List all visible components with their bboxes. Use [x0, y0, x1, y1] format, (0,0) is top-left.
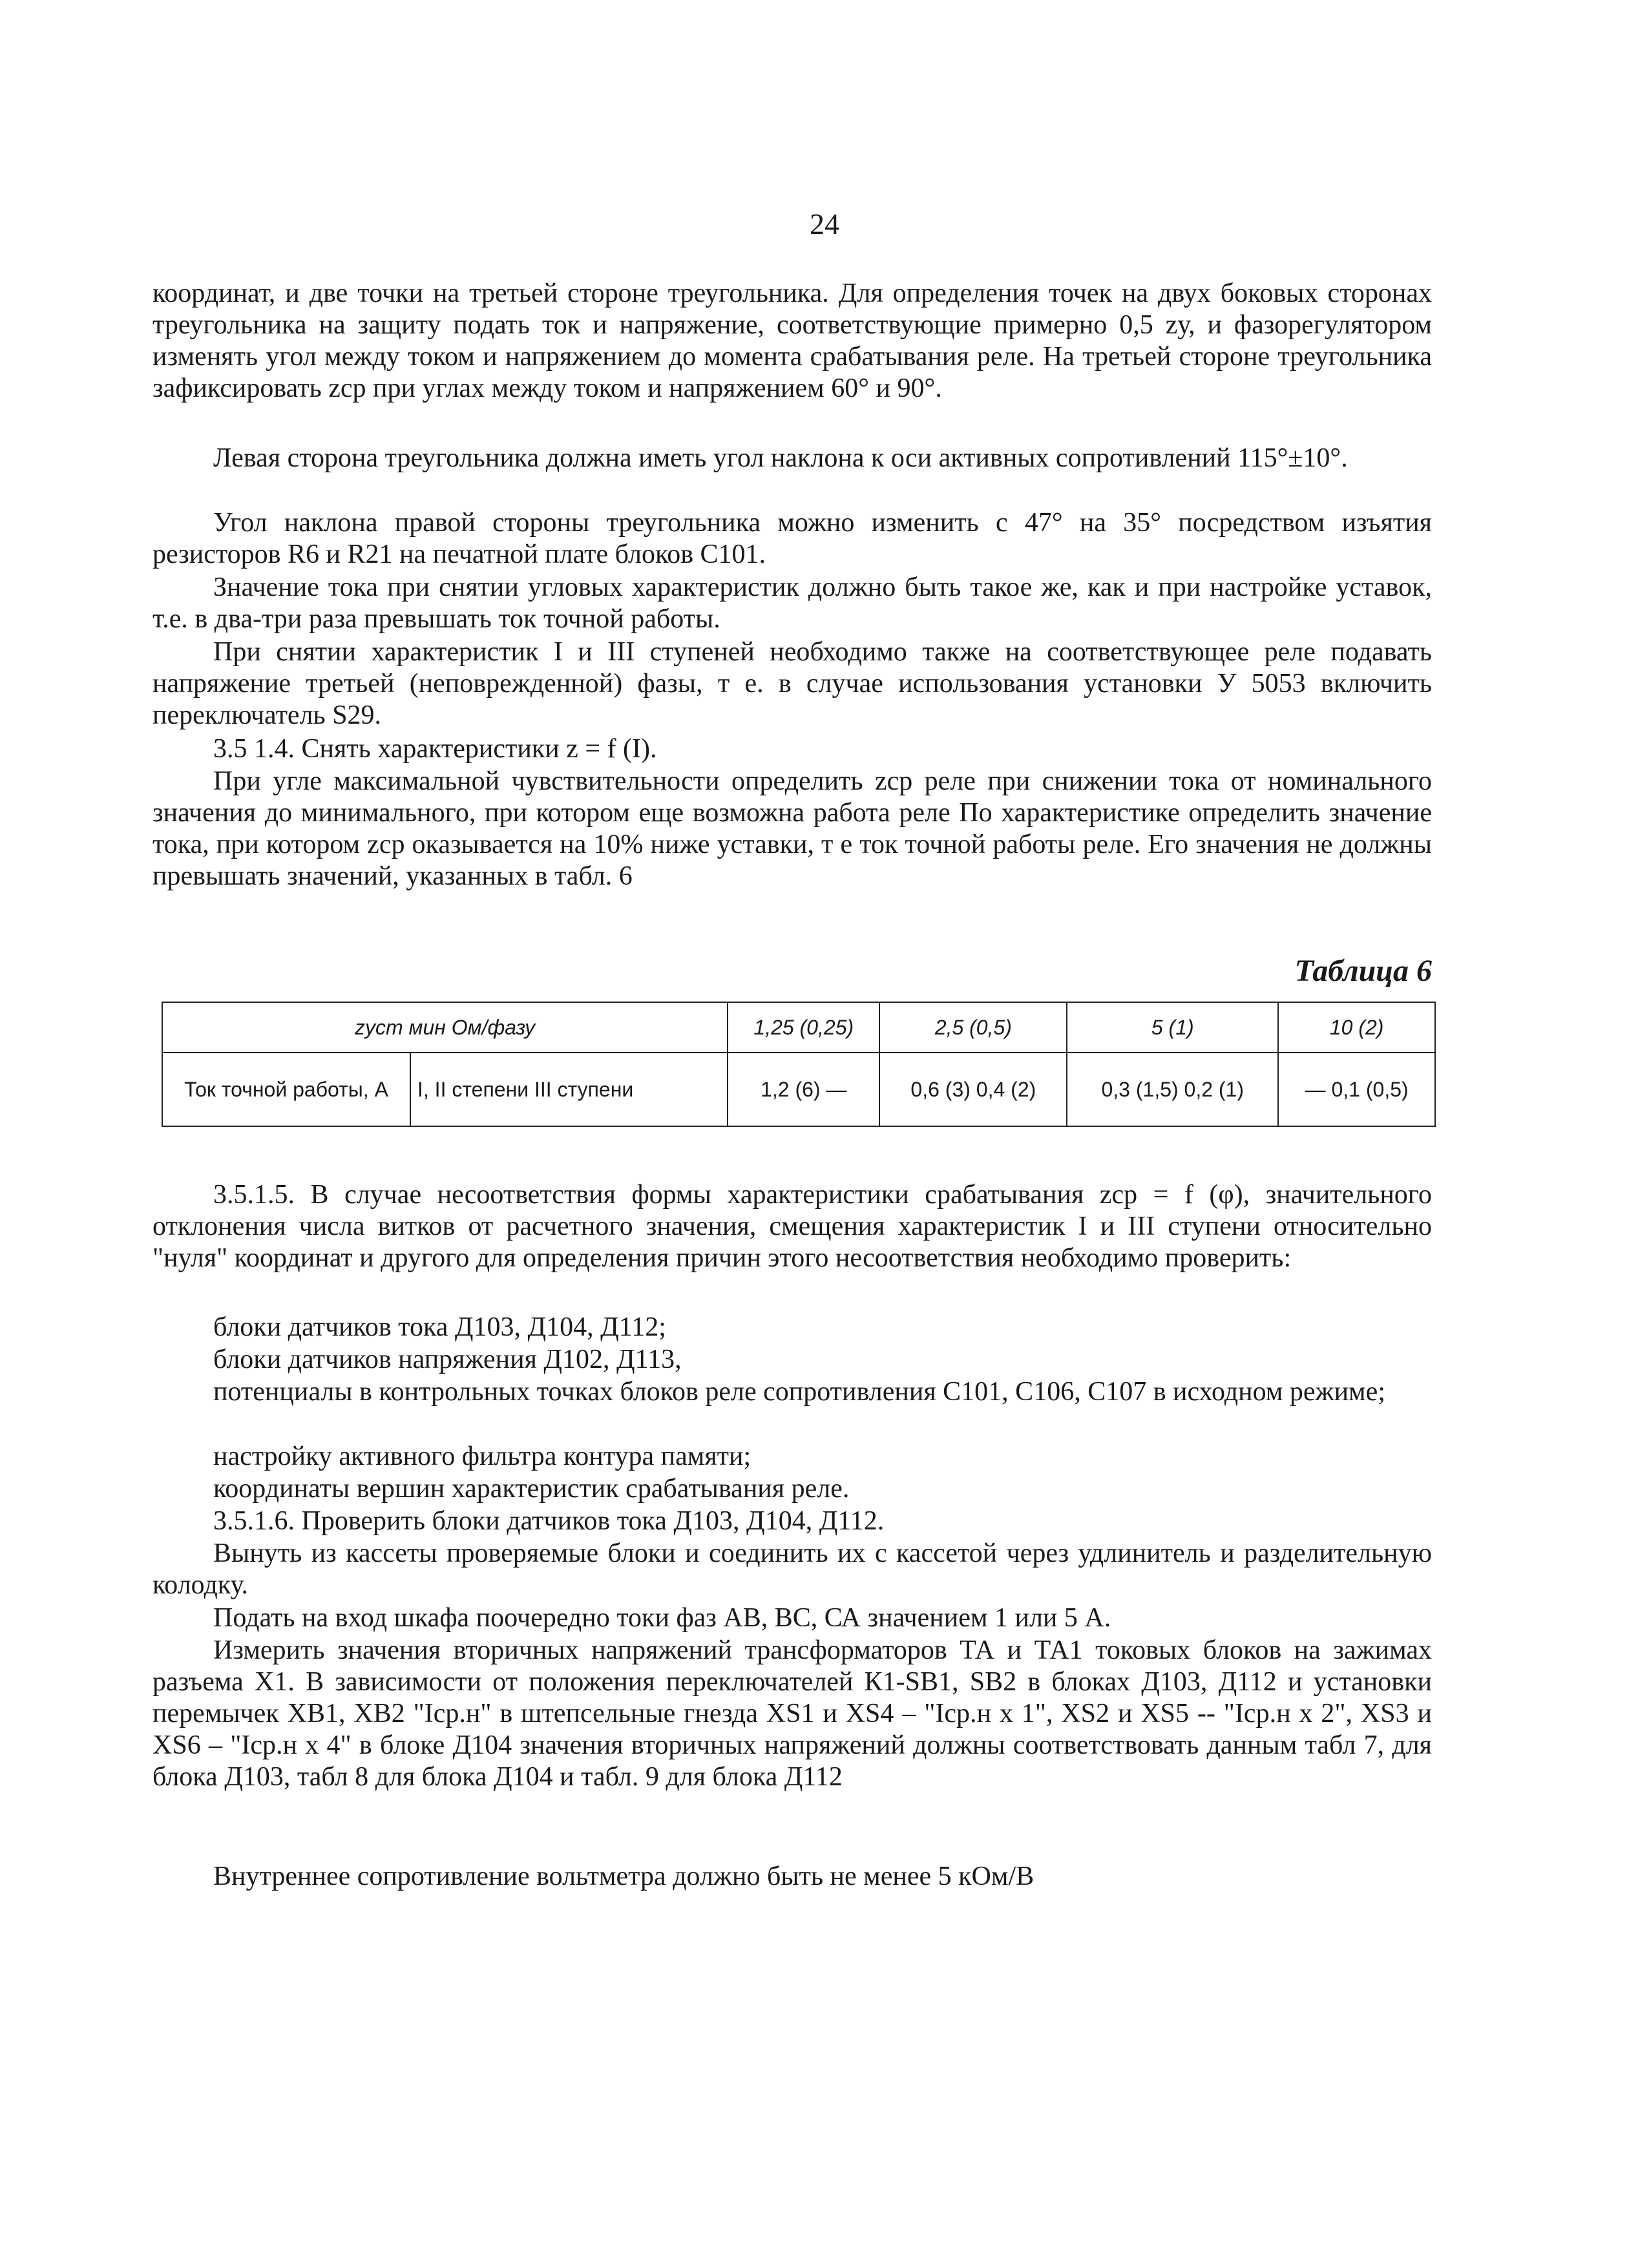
table-cell: 1,2 (6) —: [728, 1053, 879, 1126]
table-cell: — 0,1 (0,5): [1278, 1053, 1435, 1126]
paragraph-section-3-5-1-4: 3.5 1.4. Снять характеристики z = f (I).: [213, 734, 657, 764]
table-6: [162, 1002, 1436, 1127]
list-item: настройку активного фильтра контура памяти;: [213, 1442, 751, 1471]
list-item: блоки датчиков напряжения Д102, Д113,: [213, 1345, 682, 1374]
table-column-header: 5 (1): [1067, 1002, 1278, 1053]
page-number: 24: [810, 207, 839, 240]
list-item: блоки датчиков тока Д103, Д104, Д112;: [213, 1312, 666, 1342]
list-item: потенциалы в контрольных точках блоков реле сопротивления С101, С106, С107 в исходном режиме;: [213, 1377, 1385, 1407]
table-column-header: 10 (2): [1278, 1002, 1435, 1053]
paragraph-stages: При снятии характеристик I и III ступеней необходимо также на соответствующее реле подавать напряжение третьей (неповрежденной) фазы, т е. в случае использования установки У 5053 включить переключатель S29.: [152, 637, 1432, 730]
table-header-label: zуст мин Ом/фазу: [162, 1002, 728, 1053]
paragraph-apply-currents: Подать на вход шкафа поочередно токи фаз АВ, ВС, СА значением 1 или 5 А.: [213, 1603, 1111, 1633]
paragraph-right-side: Угол наклона правой стороны треугольника можно изменить с 47° на 35° посредством изъятия резисторов R6 и R21 на печатной плате блоков С101.: [152, 508, 1432, 569]
paragraph-left-side: Левая сторона треугольника должна иметь угол наклона к оси активных сопротивлений 115°±10°.: [213, 443, 1348, 473]
paragraph-measure-voltages: Измерить значения вторичных напряжений трансформаторов ТА и ТА1 токовых блоков на зажимах разъема X1. В зависимости от положения переключателей К1-SB1, SB2 в блоках Д103, Д112 и установки перемычек ХВ1, ХВ2 "Iср.н" в штепсельные гнезда XS1 и XS4 – "Iср.н х 1", XS2 и XS5 -- "Iср.н х 2", XS3 и XS6 – "Iср.н х 4" в блоке Д104 значения вторичных напряжений должны соответствовать данным табл 7, для блока Д103, табл 8 для блока Д104 и табл. 9 для блока Д112: [152, 1635, 1432, 1792]
table-header-row: [162, 1002, 1435, 1053]
paragraph-coordinates: координат, и две точки на третьей стороне треугольника. Для определения точек на двух боковых сторонах треугольника на защиту подать ток и напряжение, соответствующие примерно 0,5 zу, и фазорегулятором изменять угол между током и напряжением до момента срабатывания реле. На третьей стороне треугольника зафиксировать zср при углах между током и напряжением 60° и 90°.: [152, 278, 1432, 403]
table-cell: 0,3 (1,5) 0,2 (1): [1067, 1053, 1278, 1126]
table-caption: Таблица 6: [1294, 954, 1432, 988]
table-row: [162, 1053, 1435, 1126]
paragraph-voltmeter: Внутреннее сопротивление вольтметра должно быть не менее 5 кОм/В: [213, 1862, 1035, 1891]
paragraph-current-value: Значение тока при снятии угловых характеристик должно быть такое же, как и при настройке уставок, т.е. в два-три раза превышать ток точной работы.: [152, 572, 1432, 634]
paragraph-section-3-5-1-5: 3.5.1.5. В случае несоответствия формы характеристики срабатывания zср = f (φ), значительного отклонения числа витков от расчетного значения, смещения характеристик I и III ступени относительно "нуля" координат и другого для определения причин этого несоответствия необходимо проверить:: [152, 1180, 1432, 1273]
table-stage-labels: I, II степени III ступени: [410, 1053, 728, 1126]
paragraph-remove-blocks: Вынуть из кассеты проверяемые блоки и соединить их с кассетой через удлинитель и разделительную колодку.: [152, 1538, 1432, 1600]
table-column-header: 1,25 (0,25): [728, 1002, 879, 1053]
list-item: координаты вершин характеристик срабатывания реле.: [213, 1474, 850, 1504]
table-column-header: 2,5 (0,5): [879, 1002, 1067, 1053]
table-cell: 0,6 (3) 0,4 (2): [879, 1053, 1067, 1126]
paragraph-section-3-5-1-6: 3.5.1.6. Проверить блоки датчиков тока Д103, Д104, Д112.: [213, 1506, 885, 1536]
table-row-label: Ток точной работы, А: [162, 1053, 410, 1126]
paragraph-sensitivity: При угле максимальной чувствительности определить zср реле при снижении тока от номинального значения до минимального, при котором еще возможна работа реле По характеристике определить значение тока, при котором zср оказывается на 10% ниже уставки, т е ток точной работы реле. Его значения не должны превышать значений, указанных в табл. 6: [152, 766, 1432, 891]
